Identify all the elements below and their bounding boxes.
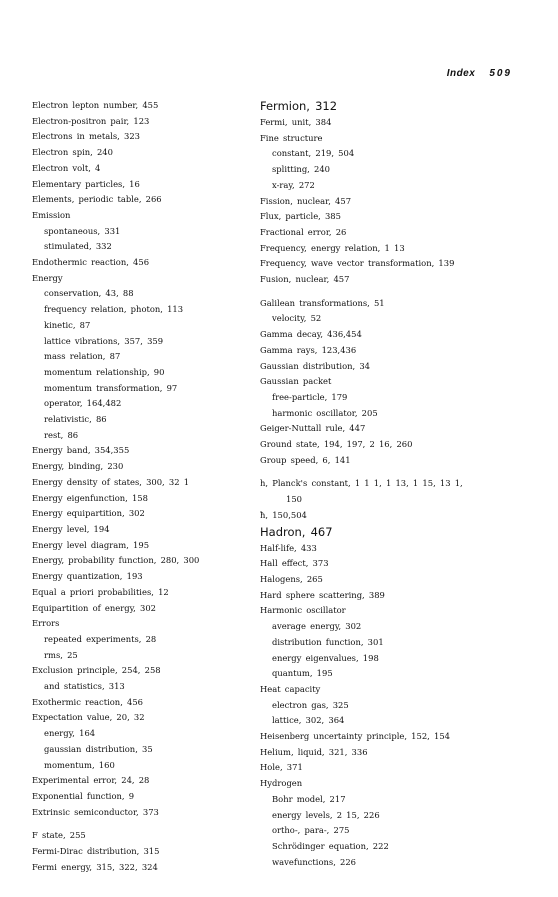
index-entry: Ground state, 194, 197, 2 16, 260: [260, 439, 413, 450]
index-subentry: harmonic oscillator, 205: [272, 407, 378, 418]
index-entry: Fine structure: [260, 132, 323, 143]
index-subentry: Schrödinger equation, 222: [272, 840, 389, 851]
index-entry: Electron lepton number, 455: [32, 100, 159, 110]
index-subentry: quantum, 195: [272, 668, 333, 679]
index-entry: Frequency, energy relation, 1 13: [260, 242, 405, 253]
index-entry: Equal a priori probabilities, 12: [32, 586, 169, 597]
index-entry: Harmonic oscillator: [260, 605, 346, 616]
index-entry: Extrinsic semiconductor, 373: [32, 806, 159, 817]
index-subentry: ortho-, para-, 275: [272, 825, 350, 836]
index-entry: Exothermic reaction, 456: [32, 696, 144, 707]
index-entry: Fractional error, 26: [260, 226, 347, 237]
index-entry: Fermion, 312: [260, 99, 338, 113]
index-entry: Elementary particles, 16: [32, 178, 140, 189]
index-subentry: Bohr model, 217: [272, 793, 346, 804]
index-entry: Electron volt, 4: [32, 162, 101, 173]
index-entry: Gaussian distribution, 34: [260, 360, 371, 371]
index-entry: Electron spin, 240: [32, 147, 113, 158]
index-subentry: and statistics, 313: [44, 681, 125, 692]
index-entry: Geiger-Nuttall rule, 447: [260, 423, 366, 434]
index-subentry: lattice, 302, 364: [272, 715, 345, 726]
index-subentry: energy eigenvalues, 198: [272, 652, 379, 663]
index-subentry: momentum relationship, 90: [44, 366, 165, 377]
index-entry: Fermi, unit, 384: [260, 117, 332, 127]
index-entry: Energy band, 354,355: [32, 445, 130, 456]
index-subentry: spontaneous, 331: [44, 225, 121, 236]
index-subentry: operator, 164,482: [44, 398, 122, 409]
index-entry: Fission, nuclear, 457: [260, 195, 352, 206]
index-subentry: splitting, 240: [272, 164, 330, 175]
index-subentry: stimulated, 332: [44, 241, 112, 252]
index-entry: Fermi energy, 315, 322, 324: [32, 861, 158, 872]
index-subentry: relativistic, 86: [44, 414, 107, 425]
index-entry: Endothermic reaction, 456: [32, 257, 150, 268]
index-entry: Experimental error, 24, 28: [32, 775, 150, 786]
index-column-left: [32, 98, 254, 875]
page-header: [447, 68, 512, 79]
index-entry: Errors: [32, 618, 60, 629]
index-subentry: energy, 164: [44, 728, 96, 739]
index-entry: 150: [286, 494, 302, 505]
index-subentry: mass relation, 87: [44, 351, 121, 362]
index-subentry: distribution function, 301: [272, 636, 384, 647]
index-subentry: conservation, 43, 88: [44, 288, 134, 299]
index-entry: Gamma decay, 436,454: [260, 329, 362, 340]
index-column-right: [260, 98, 530, 870]
index-entry: Energy: [32, 272, 63, 283]
index-entry: Energy, binding, 230: [32, 461, 124, 472]
index-entry: Fermi-Dirac distribution, 315: [32, 846, 160, 857]
index-subentry: x-ray, 272: [272, 179, 315, 190]
index-entry: Hole, 371: [260, 762, 303, 773]
index-entry: Energy equipartition, 302: [32, 508, 145, 519]
index-entry: Group speed, 6, 141: [260, 454, 351, 465]
header-title: Index: [446, 68, 476, 79]
index-entry: Hall effect, 373: [260, 558, 329, 569]
index-subentry: wavefunctions, 226: [272, 856, 357, 867]
index-entry: Energy, probability function, 280, 300: [32, 555, 200, 566]
index-entry: Heisenberg uncertainty principle, 152, 154: [260, 731, 450, 742]
index-entry: Hydrogen: [260, 778, 303, 789]
index-entry: Halogens, 265: [260, 573, 323, 584]
index-subentry: momentum, 160: [44, 759, 115, 770]
index-entry: Energy density of states, 300, 32 1: [32, 476, 190, 487]
index-entry: Expectation value, 20, 32: [32, 712, 145, 723]
index-entry: Gamma rays, 123,436: [260, 344, 357, 355]
index-entry: Energy level diagram, 195: [32, 539, 150, 550]
index-subentry: energy levels, 2 15, 226: [272, 809, 380, 820]
index-entry: Electron-positron pair, 123: [32, 115, 150, 126]
index-entry: Flux, particle, 385: [260, 211, 341, 222]
index-subentry: constant, 219, 504: [272, 148, 355, 159]
index-subentry: rest, 86: [44, 429, 79, 440]
index-subentry: rms, 25: [44, 649, 78, 660]
index-entry: Hadron, 467: [260, 524, 333, 539]
index-entry: Energy quantization, 193: [32, 571, 143, 582]
index-subentry: frequency relation, photon, 113: [44, 304, 184, 315]
index-entry: Emission: [32, 209, 71, 220]
index-entry: Exponential function, 9: [32, 790, 135, 801]
index-subentry: kinetic, 87: [44, 319, 91, 330]
index-entry: Exclusion principle, 254, 258: [32, 665, 161, 676]
page-number: 509: [489, 68, 512, 79]
index-entry: Elements, periodic table, 266: [32, 194, 162, 205]
index-subentry: momentum transformation, 97: [44, 382, 178, 393]
index-subentry: free-particle, 179: [272, 391, 348, 402]
index-entry: Galilean transformations, 51: [260, 297, 385, 308]
index-entry: Energy level, 194: [32, 523, 110, 534]
index-entry: Frequency, wave vector transformation, 139: [260, 258, 455, 269]
index-entry: h, Planck's constant, 1 1 1, 1 13, 1 15, 13 1,: [260, 478, 463, 489]
index-subentry: repeated experiments, 28: [44, 633, 157, 644]
index-entry: Energy eigenfunction, 158: [32, 492, 148, 503]
index-entry: Electrons in metals, 323: [32, 131, 140, 142]
index-entry: Half-life, 433: [260, 542, 317, 553]
index-entry: ħ, 150,504: [260, 509, 307, 520]
index-subentry: velocity, 52: [272, 313, 322, 324]
index-subentry: electron gas, 325: [272, 699, 349, 710]
index-entry: Heat capacity: [260, 683, 321, 694]
index-entry: Hard sphere scattering, 389: [260, 589, 385, 600]
index-entry: Helium, liquid, 321, 336: [260, 746, 368, 757]
index-entry: Gaussian packet: [260, 376, 332, 387]
index-subentry: average energy, 302: [272, 621, 362, 632]
index-entry: F state, 255: [32, 830, 86, 841]
index-entry: Equipartition of energy, 302: [32, 602, 156, 613]
index-subentry: gaussian distribution, 35: [44, 743, 153, 754]
index-subentry: lattice vibrations, 357, 359: [44, 335, 164, 346]
index-entry: Fusion, nuclear, 457: [260, 274, 350, 285]
